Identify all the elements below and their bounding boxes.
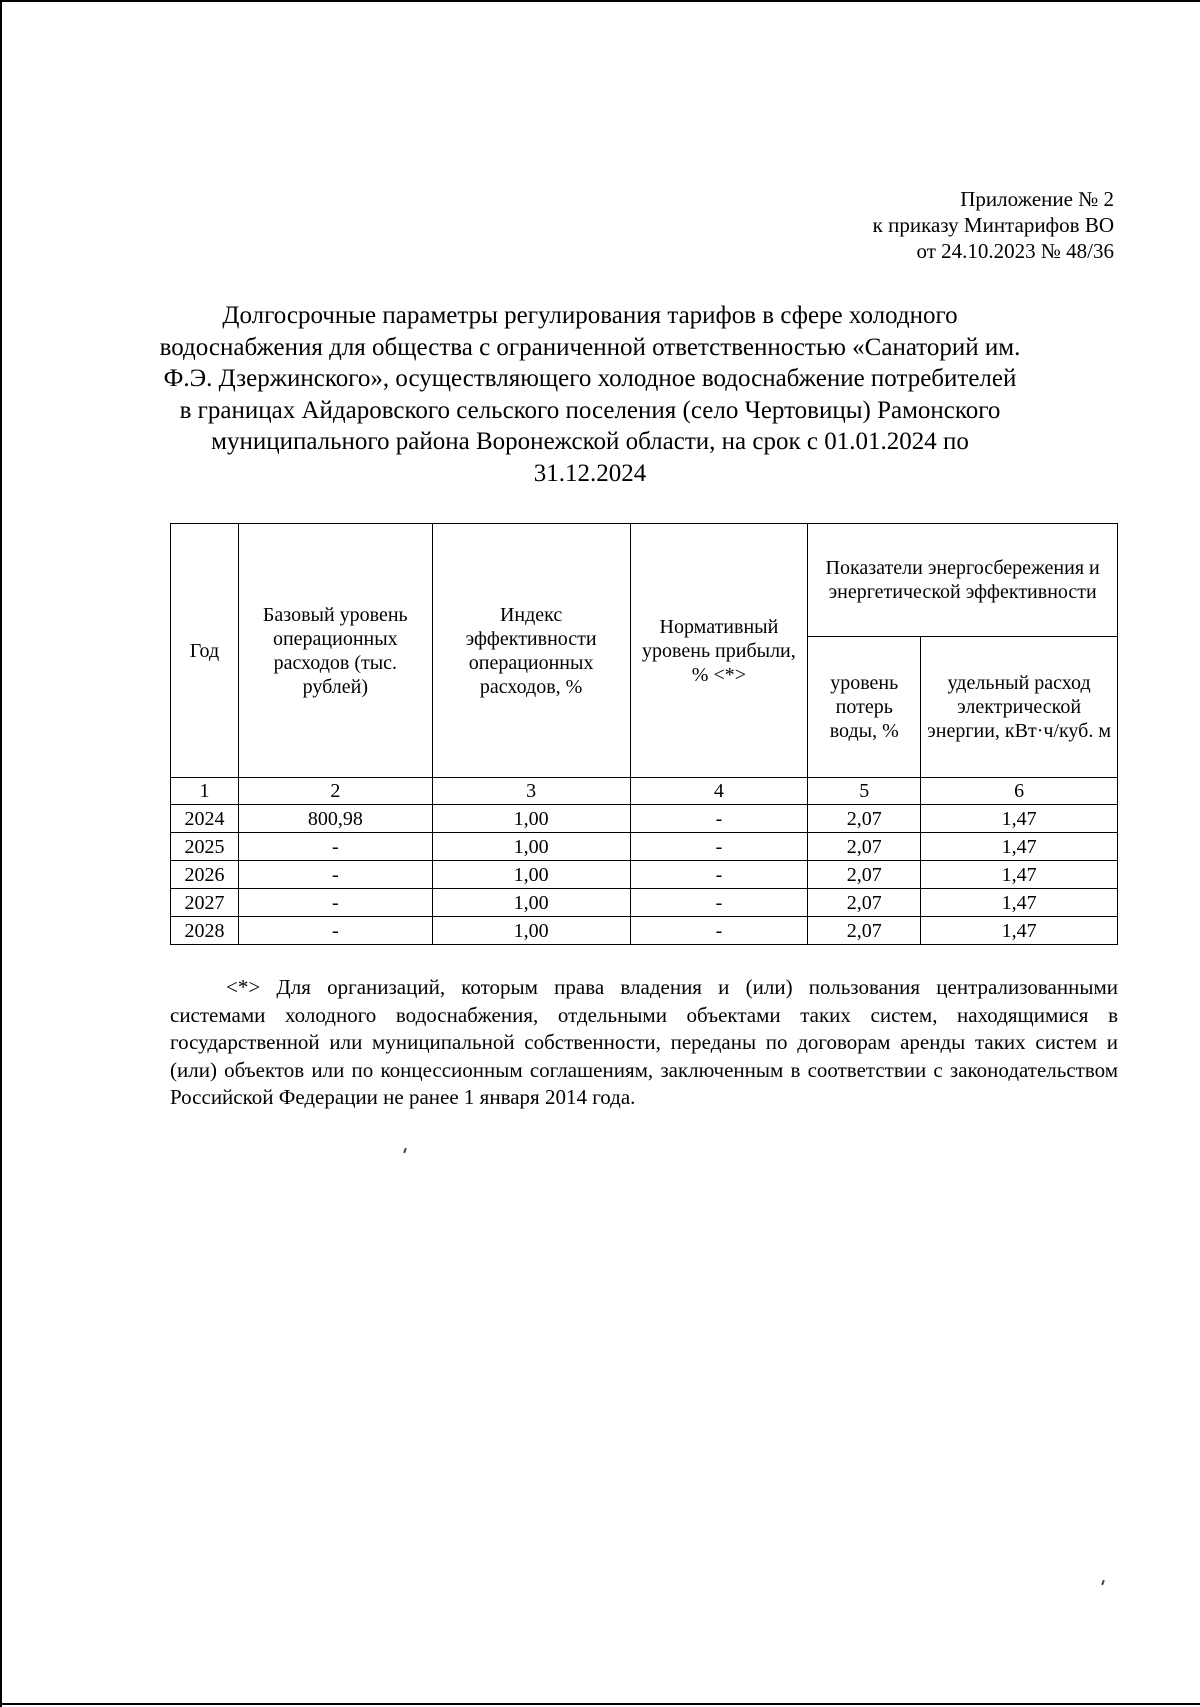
cell-profit-level: - xyxy=(630,861,808,889)
cell-year: 2027 xyxy=(171,889,239,917)
header-year: Год xyxy=(171,524,239,778)
cell-electricity: 1,47 xyxy=(921,805,1118,833)
cell-profit-level: - xyxy=(630,917,808,945)
attachment-date: от 24.10.2023 № 48/36 xyxy=(916,239,1114,263)
header-electricity: удельный расход электрической энергии, кВт·ч/куб. м xyxy=(921,637,1118,778)
cell-year: 2026 xyxy=(171,861,239,889)
parameters-table xyxy=(170,523,1118,945)
cell-water-loss: 2,07 xyxy=(808,917,921,945)
cell-base-level: - xyxy=(238,917,432,945)
cell-profit-level: - xyxy=(630,805,808,833)
scan-border-top xyxy=(0,0,1200,2)
table-row xyxy=(171,889,1118,917)
table-row xyxy=(171,805,1118,833)
cell-water-loss: 2,07 xyxy=(808,805,921,833)
footnote-text: <*> Для организаций, которым права владения и (или) пользования централизованными системами холодного водоснабжения, отдельными объектами таких систем, находящимися в государственной или муниципальной собственности, переданы по договорам аренды таких систем и (или) объектов или по концессионным соглашениям, заключенным в соответствии с законодательством Российской Федерации не ранее 1 января 2014 года. xyxy=(170,975,1118,1109)
table-row xyxy=(171,917,1118,945)
scan-border-bottom xyxy=(0,1703,1200,1705)
scan-speck xyxy=(1101,1580,1105,1585)
column-number: 4 xyxy=(630,778,808,805)
cell-efficiency-index: 1,00 xyxy=(432,917,630,945)
table-row xyxy=(171,833,1118,861)
cell-base-level: 800,98 xyxy=(238,805,432,833)
header-efficiency-index: Индекс эффективности операционных расходов, % xyxy=(432,524,630,778)
title-line: водоснабжения для общества с ограниченной ответственностью «Санаторий им. xyxy=(159,333,1021,361)
column-number: 3 xyxy=(432,778,630,805)
cell-efficiency-index: 1,00 xyxy=(432,889,630,917)
cell-electricity: 1,47 xyxy=(921,889,1118,917)
title-line: 31.12.2024 xyxy=(533,459,647,487)
cell-year: 2025 xyxy=(171,833,239,861)
table-row xyxy=(171,861,1118,889)
scan-border-left xyxy=(0,0,2,1707)
header-energy-group: Показатели энергосбережения и энергетической эффективности xyxy=(808,524,1118,637)
footnote xyxy=(170,974,1118,1112)
cell-profit-level: - xyxy=(630,833,808,861)
cell-electricity: 1,47 xyxy=(921,861,1118,889)
cell-base-level: - xyxy=(238,889,432,917)
cell-water-loss: 2,07 xyxy=(808,861,921,889)
cell-base-level: - xyxy=(238,833,432,861)
cell-profit-level: - xyxy=(630,889,808,917)
column-number: 2 xyxy=(238,778,432,805)
cell-efficiency-index: 1,00 xyxy=(432,805,630,833)
title-line: Ф.Э. Дзержинского», осуществляющего холодное водоснабжение потребителей xyxy=(163,365,1017,392)
cell-year: 2028 xyxy=(171,917,239,945)
attachment-header xyxy=(873,186,1114,264)
cell-efficiency-index: 1,00 xyxy=(432,833,630,861)
column-number: 5 xyxy=(808,778,921,805)
column-number-row xyxy=(171,778,1118,805)
cell-efficiency-index: 1,00 xyxy=(432,861,630,889)
column-number: 1 xyxy=(171,778,239,805)
title-line: Долгосрочные параметры регулирования тарифов в сфере холодного xyxy=(222,302,958,329)
table-header-row xyxy=(171,524,1118,637)
cell-water-loss: 2,07 xyxy=(808,889,921,917)
document-title xyxy=(150,300,1030,489)
title-line: в границах Айдаровского сельского поселения (село Чертовицы) Рамонского xyxy=(179,396,1001,424)
column-number: 6 xyxy=(921,778,1118,805)
cell-base-level: - xyxy=(238,861,432,889)
cell-electricity: 1,47 xyxy=(921,833,1118,861)
cell-year: 2024 xyxy=(171,805,239,833)
header-water-loss: уровень потерь воды, % xyxy=(808,637,921,778)
attachment-order: к приказу Минтарифов ВО xyxy=(872,213,1114,237)
scan-speck xyxy=(403,1148,407,1153)
cell-water-loss: 2,07 xyxy=(808,833,921,861)
cell-electricity: 1,47 xyxy=(921,917,1118,945)
attachment-number: Приложение № 2 xyxy=(960,187,1114,211)
header-base-level: Базовый уровень операционных расходов (тыс. рублей) xyxy=(238,524,432,778)
header-profit-level: Нормативный уровень прибыли, % <*> xyxy=(630,524,808,778)
title-line: муниципального района Воронежской области, на срок с 01.01.2024 по xyxy=(211,428,969,455)
